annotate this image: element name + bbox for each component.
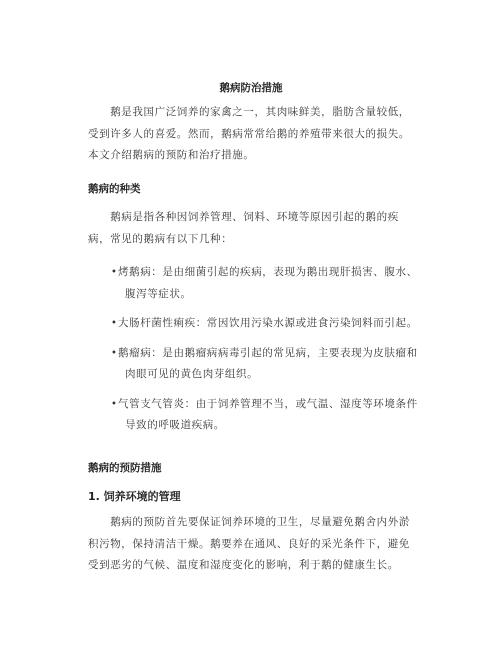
disease-list xyxy=(111,262,418,445)
list-item: • 气管支气管炎：由于饲养管理不当，或气温、湿度等环境条件导致的呼吸道疾病。 xyxy=(118,394,418,437)
bullet-icon: • xyxy=(111,347,118,359)
section-heading-prevention: 鹅病的预防措施 xyxy=(88,462,162,474)
bullet-icon: • xyxy=(111,318,118,329)
document-title: 鹅病防治措施 xyxy=(219,82,283,94)
list-item: • 鹅瘤病：是由鹅瘤病病毒引起的常见病，主要表现为皮肤瘤和肉眼可见的黄色肉芽组织。 xyxy=(118,343,418,386)
section-heading-types: 鹅病的种类 xyxy=(88,183,141,195)
intro-paragraph: 鹅是我国广泛饲养的家禽之一，其肉味鲜美，脂肪含量较低，受到许多人的喜爱。然而，鹅病常常给鹅的养殖带来很大的损失。本文介绍鹅病的预防和治疗措施。 xyxy=(88,106,410,161)
bullet-icon: • xyxy=(111,267,118,278)
list-item: • 大肠杆菌性痢疾：常因饮用污染水源或进食污染饲料而引起。 xyxy=(118,313,418,335)
subsection-heading-environment: 1. 饲养环境的管理 xyxy=(88,490,181,503)
list-item: • 烤鹅病：是由细菌引起的疾病，表现为鹅出现肝损害、腹水、腹泻等症状。 xyxy=(118,262,418,305)
environment-paragraph: 鹅病的预防首先要保证饲养环境的卫生，尽量避免鹅舍内外淤积污物，保持清洁干燥。鹅要养在通风、良好的采光条件下，避免受到恶劣的气候、温度和湿度变化的影响，利于鹅的健康生长。 xyxy=(88,516,410,571)
bullet-icon: • xyxy=(111,398,118,410)
types-intro-paragraph: 鹅病是指各种因饲养管理、饲料、环境等原因引起的鹅的疾病，常见的鹅病有以下几种： xyxy=(88,211,399,245)
